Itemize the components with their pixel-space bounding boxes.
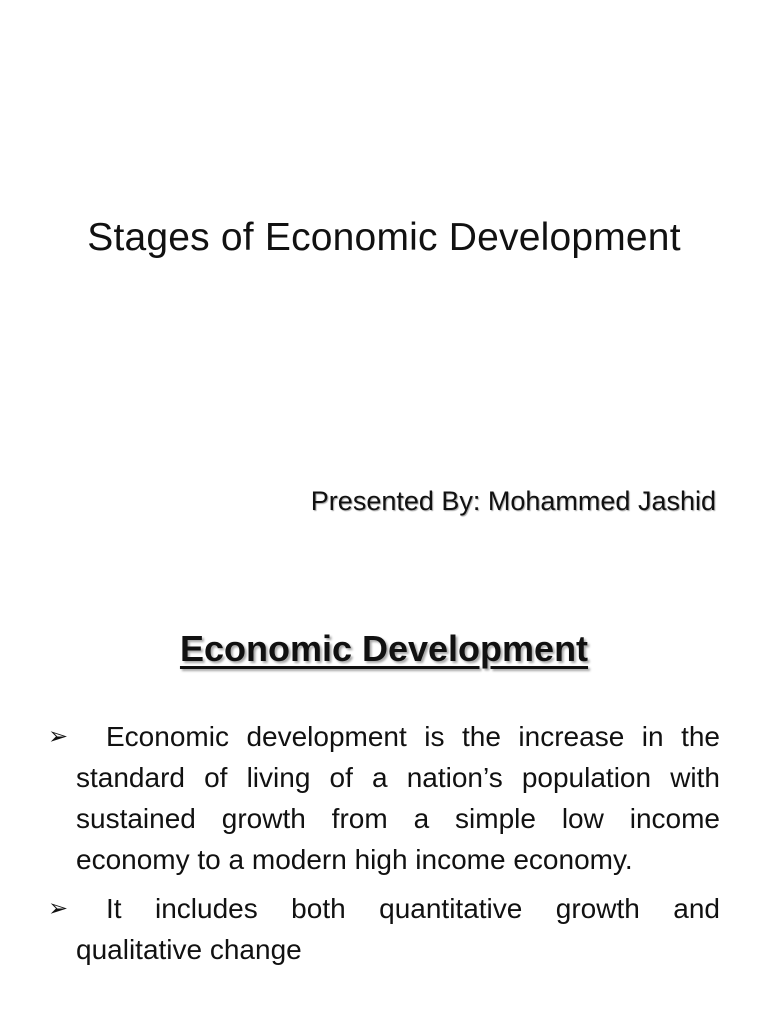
list-item (48, 716, 720, 880)
bullet-text: Economic development is the increase in the standard of living of a nation’s population with sustained growth from a simple low income economy to a modern high income economy. (76, 721, 720, 875)
section-heading: Economic Development (179, 628, 589, 669)
slide-title: Stages of Economic Development (87, 216, 681, 259)
arrow-bullet-icon: ➢ (48, 895, 69, 922)
arrow-bullet-icon: ➢ (48, 723, 69, 750)
list-item (48, 888, 720, 970)
content-slide (0, 576, 768, 1024)
bullet-text: It includes both quantitative growth and qualitative change (76, 893, 720, 965)
bullet-list (48, 716, 720, 978)
presenter-name: Presented By: Mohammed Jashid (310, 486, 716, 516)
